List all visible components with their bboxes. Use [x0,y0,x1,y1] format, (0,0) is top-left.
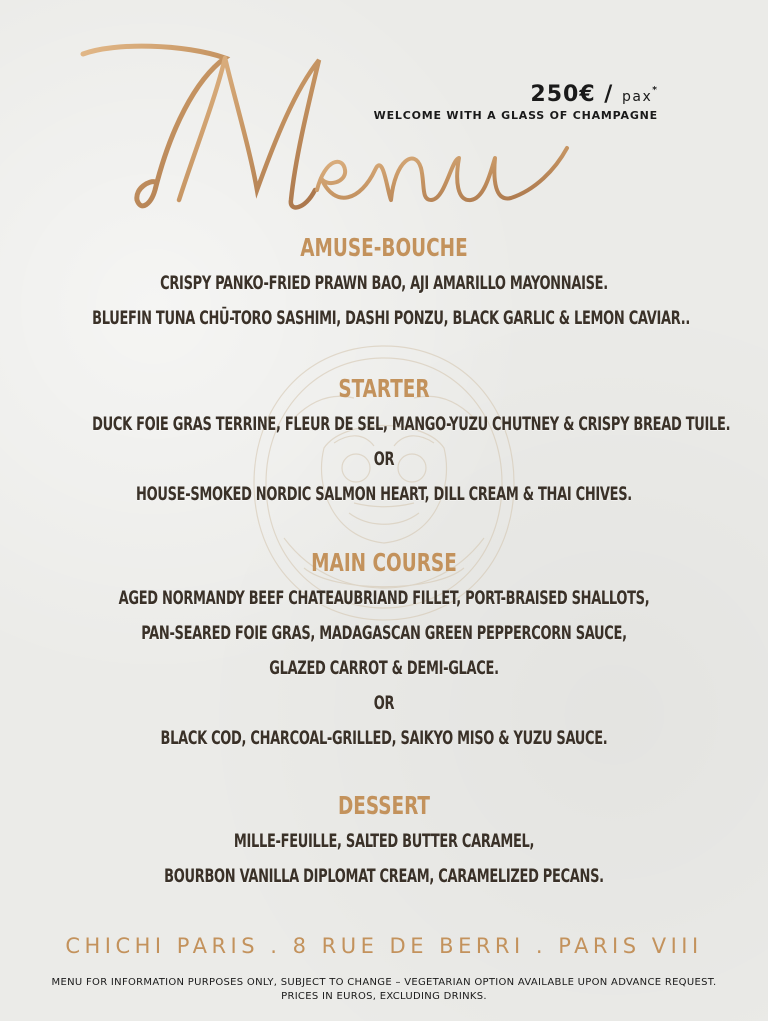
section-main-course [0,545,768,756]
price-block [374,82,658,122]
price-unit: pax [622,89,653,105]
dish-line: GLAZED CARROT & DEMI-GLACE. [269,657,499,679]
or-separator: OR [373,692,395,714]
dish-line: HOUSE-SMOKED NORDIC SALMON HEART, DILL CREAM & THAI CHIVES. [136,483,632,505]
dish-line: BOURBON VANILLA DIPLOMAT CREAM, CARAMELIZED PECANS. [164,865,604,887]
dish-line: CRISPY PANKO-FRIED PRAWN BAO, AJI AMARILLO MAYONNAISE. [160,272,608,294]
footer-note [0,976,768,1004]
dish-line: AGED NORMANDY BEEF CHATEAUBRIAND FILLET, PORT-BRAISED SHALLOTS, [118,587,650,609]
section-title: DESSERT [337,791,431,820]
section-title: STARTER [338,374,430,403]
price-line [374,82,658,107]
section-title: AMUSE-BOUCHE [300,233,468,262]
section-amuse-bouche [0,230,768,336]
section-dessert [0,788,768,894]
price-asterisk: * [652,85,658,96]
section-starter [0,371,768,512]
section-title: MAIN COURSE [311,548,457,577]
price-separator: / [604,82,614,107]
menu-script-title [75,40,575,230]
restaurant-address: CHICHI PARIS . 8 RUE DE BERRI . PARIS VIII [65,934,703,958]
or-separator: OR [373,448,395,470]
dish-line: PAN-SEARED FOIE GRAS, MADAGASCAN GREEN PEPPERCORN SAUCE, [141,622,627,644]
footer-note-line-2: PRICES IN EUROS, EXCLUDING DRINKS. [281,991,487,1002]
dish-line: DUCK FOIE GRAS TERRINE, FLEUR DE SEL, MANGO-YUZU CHUTNEY & CRISPY BREAD TUILE. [92,413,731,435]
menu-body [0,230,768,894]
footer-note-line-1: MENU FOR INFORMATION PURPOSES ONLY, SUBJECT TO CHANGE – VEGETARIAN OPTION AVAILABLE UPON ADVANCE REQUEST. [51,977,717,988]
welcome-note: WELCOME WITH A GLASS OF CHAMPAGNE [373,109,658,122]
dish-line: MILLE-FEUILLE, SALTED BUTTER CARAMEL, [233,830,535,852]
dish-line: BLACK COD, CHARCOAL-GRILLED, SAIKYO MISO & YUZU SAUCE. [160,727,608,749]
dish-line: BLUEFIN TUNA CHŪ-TORO SASHIMI, DASHI PONZU, BLACK GARLIC & LEMON CAVIAR.. [92,307,690,329]
price-amount: 250€ [530,82,596,107]
